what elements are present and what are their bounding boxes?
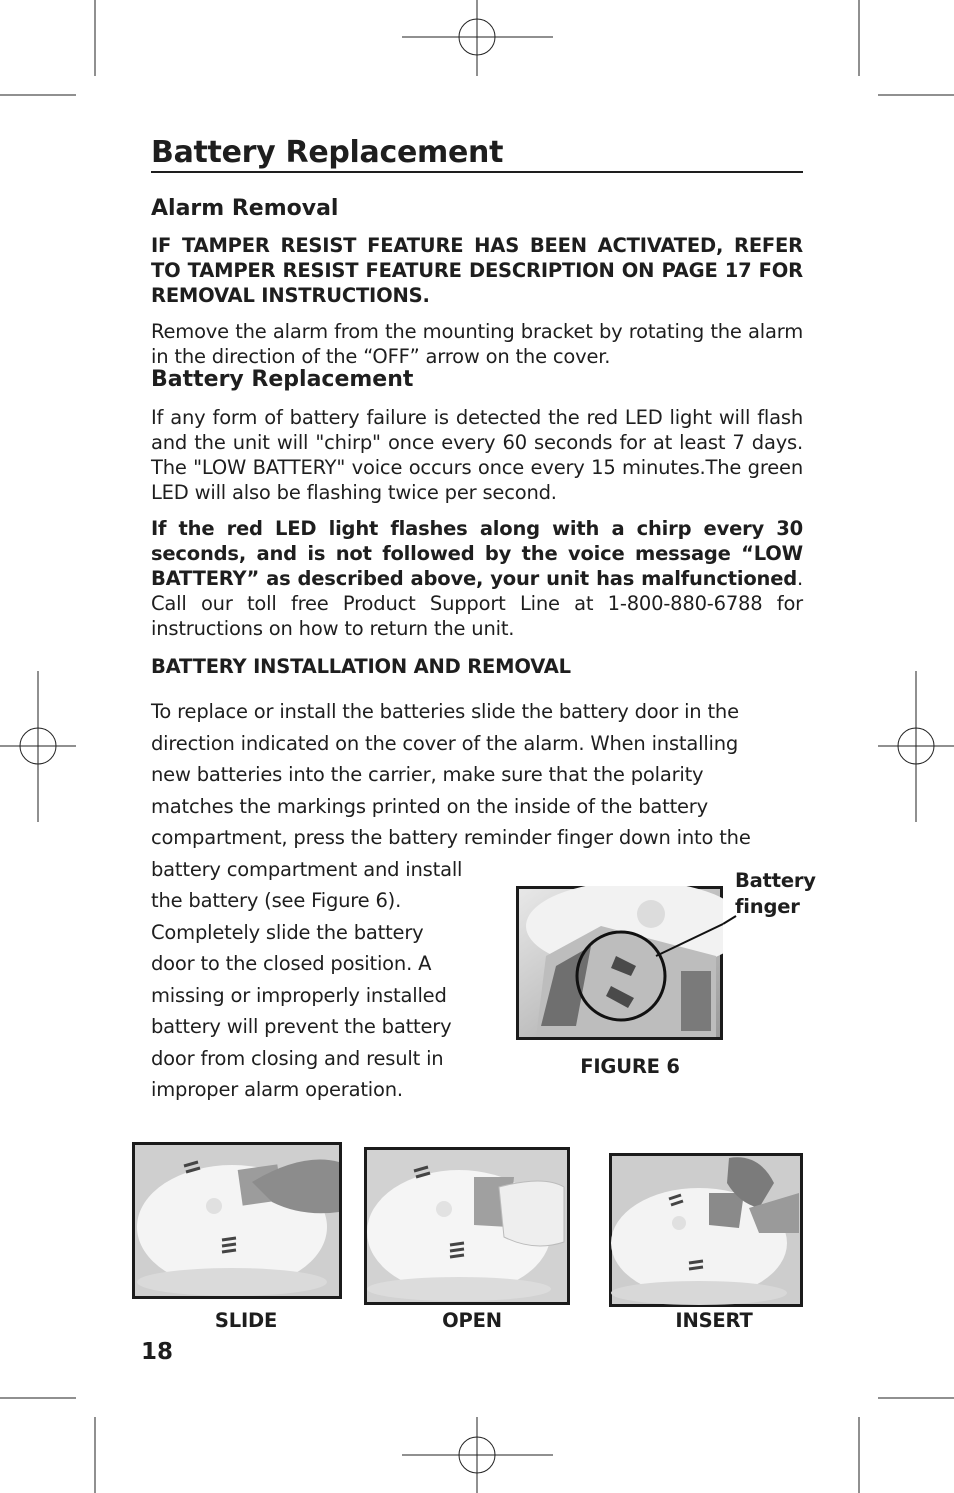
open-photo xyxy=(364,1147,570,1305)
text-line: Completely slide the battery xyxy=(151,920,424,944)
tamper-warning: IF TAMPER RESIST FEATURE HAS BEEN ACTIVATED, REFER TO TAMPER RESIST FEATURE DESCRIPTION ON PAGE 17 FOR REMOVAL INSTRUCTIONS. xyxy=(151,234,803,307)
support-line-text: . Call our toll free Product Support Line at 1-800-880-6788 for instructions on how to return the unit. xyxy=(151,567,803,640)
text-line: direction indicated on the cover of the alarm. When installing xyxy=(151,731,739,755)
text-line: To replace or install the batteries slide the battery door in the xyxy=(151,700,739,723)
malfunction-paragraph xyxy=(151,516,803,641)
text-line: compartment, press the battery reminder finger down into the xyxy=(151,826,751,849)
callout-line: Battery xyxy=(735,869,816,892)
insert-caption: INSERT xyxy=(675,1309,753,1332)
text-line: battery compartment and install xyxy=(151,857,463,881)
title-underline xyxy=(151,171,803,173)
figure-6-photo xyxy=(516,886,723,1040)
figure-6-caption: FIGURE 6 xyxy=(580,1055,680,1078)
battery-finger-callout xyxy=(735,868,816,920)
callout-line: finger xyxy=(735,895,800,918)
text-line: improper alarm operation. xyxy=(151,1078,403,1101)
insert-photo xyxy=(609,1153,803,1307)
alarm-removal-heading: Alarm Removal xyxy=(151,196,339,221)
slide-photo xyxy=(132,1142,342,1299)
slide-caption: SLIDE xyxy=(214,1309,278,1332)
text-line: door to the closed position. A xyxy=(151,952,432,975)
page-title: Battery Replacement xyxy=(151,135,504,170)
malfunction-warning: If the red LED light flashes along with a chirp every 30 seconds, and is not followed by the voice message “LOW BATTERY” as described above, your unit has malfunctioned xyxy=(151,517,803,590)
text-line: matches the markings printed on the inside of the battery xyxy=(151,794,708,818)
text-line: new batteries into the carrier, make sure that the polarity xyxy=(151,763,704,786)
open-caption: OPEN xyxy=(442,1309,502,1332)
page-number: 18 xyxy=(141,1339,174,1365)
alarm-removal-text: Remove the alarm from the mounting bracket by rotating the alarm in the direction of the “OFF” arrow on the cover. xyxy=(151,320,803,368)
installation-heading: BATTERY INSTALLATION AND REMOVAL xyxy=(151,655,571,678)
battery-replacement-heading: Battery Replacement xyxy=(151,367,414,392)
text-line: door from closing and result in xyxy=(151,1046,444,1070)
text-line: the battery (see Figure 6). xyxy=(151,889,402,912)
battery-failure-text: If any form of battery failure is detected the red LED light will flash and the unit will "chirp" once every 60 seconds for at least 7 days. The "LOW BATTERY" voice occurs once every 15 minutes.The green LED will also be flashing twice per second. xyxy=(151,406,803,504)
callout-leader xyxy=(700,900,740,930)
text-line: battery will prevent the battery xyxy=(151,1015,452,1038)
text-line: missing or improperly installed xyxy=(151,983,447,1007)
